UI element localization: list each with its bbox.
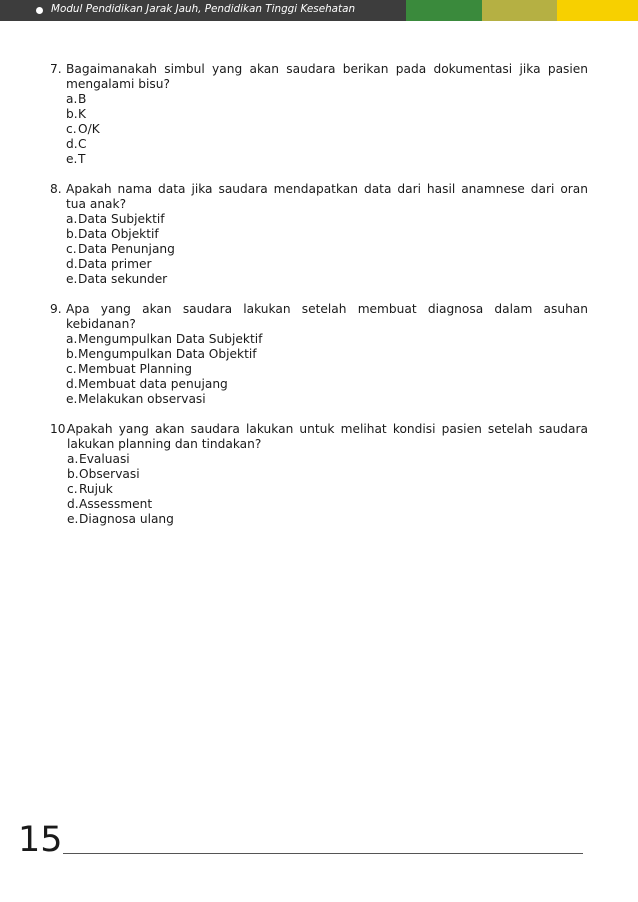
- option-letter: a.: [66, 92, 78, 106]
- question-item: [50, 302, 588, 407]
- option-text: Mengumpulkan Data Objektif: [78, 347, 257, 361]
- option-list: [50, 452, 588, 527]
- question-item: [50, 182, 588, 287]
- option-letter: d.: [66, 377, 78, 391]
- option-letter: b.: [66, 347, 78, 361]
- option-text: Data Subjektif: [78, 212, 165, 226]
- option-item: [66, 137, 588, 152]
- option-item: [67, 497, 588, 512]
- option-letter: b.: [67, 467, 79, 481]
- option-text: Evaluasi: [79, 452, 130, 466]
- question-text: Apakah nama data jika saudara mendapatkan data dari hasil anamnese dari oran tua anak?: [66, 182, 588, 211]
- option-item: [66, 122, 588, 137]
- option-letter: a.: [66, 332, 78, 346]
- question-number: 10.: [50, 422, 70, 436]
- option-item: [66, 347, 588, 362]
- option-letter: d.: [67, 497, 79, 511]
- option-text: O/K: [78, 122, 100, 136]
- option-item: [66, 362, 588, 377]
- page-header: [0, 0, 638, 21]
- footer-rule: [63, 853, 583, 854]
- option-item: [66, 152, 588, 167]
- option-text: Data Objektif: [78, 227, 159, 241]
- option-text: Membuat data penujang: [78, 377, 228, 391]
- option-text: Membuat Planning: [78, 362, 192, 376]
- option-item: [66, 272, 588, 287]
- option-list: [50, 332, 588, 407]
- header-title-bar: [0, 0, 406, 21]
- option-list: [50, 92, 588, 167]
- option-letter: e.: [66, 272, 78, 286]
- option-item: [66, 227, 588, 242]
- option-text: Diagnosa ulang: [79, 512, 174, 526]
- option-text: Data primer: [78, 257, 152, 271]
- option-item: [67, 512, 588, 527]
- option-letter: e.: [67, 512, 79, 526]
- option-text: Rujuk: [79, 482, 113, 496]
- question-stem: [50, 182, 588, 212]
- question-item: [50, 62, 588, 167]
- question-number: 9.: [50, 302, 62, 316]
- option-text: Observasi: [79, 467, 140, 481]
- option-letter: c.: [66, 122, 77, 136]
- bullet-dot-icon: [36, 7, 43, 14]
- question-list: [50, 62, 588, 542]
- option-text: C: [78, 137, 87, 151]
- option-letter: a.: [66, 212, 78, 226]
- option-letter: c.: [66, 362, 77, 376]
- option-text: Melakukan observasi: [78, 392, 206, 406]
- option-item: [66, 212, 588, 227]
- option-item: [67, 467, 588, 482]
- option-letter: e.: [66, 392, 78, 406]
- option-item: [66, 377, 588, 392]
- option-letter: c.: [67, 482, 78, 496]
- option-text: K: [78, 107, 86, 121]
- option-item: [66, 242, 588, 257]
- option-letter: e.: [66, 152, 78, 166]
- page-number: 15: [18, 820, 63, 860]
- option-item: [66, 92, 588, 107]
- question-number: 7.: [50, 62, 62, 76]
- header-color-block-yellow: [557, 0, 638, 21]
- option-text: Mengumpulkan Data Subjektif: [78, 332, 263, 346]
- question-item: [50, 422, 588, 527]
- option-text: Data sekunder: [78, 272, 168, 286]
- question-text: Apa yang akan saudara lakukan setelah membuat diagnosa dalam asuhan kebidanan?: [66, 302, 588, 331]
- header-color-block-green: [406, 0, 482, 21]
- option-text: Data Penunjang: [78, 242, 175, 256]
- option-letter: d.: [66, 137, 78, 151]
- option-letter: d.: [66, 257, 78, 271]
- option-list: [50, 212, 588, 287]
- option-text: Assessment: [79, 497, 153, 511]
- question-text: Bagaimanakah simbul yang akan saudara berikan pada dokumentasi jika pasien mengalami bisu?: [66, 62, 588, 91]
- option-text: T: [78, 152, 86, 166]
- question-number: 8.: [50, 182, 62, 196]
- option-item: [66, 257, 588, 272]
- header-title: Modul Pendidikan Jarak Jauh, Pendidikan Tinggi Kesehatan: [51, 3, 356, 15]
- option-item: [66, 392, 588, 407]
- question-stem: [50, 302, 588, 332]
- option-item: [66, 107, 588, 122]
- option-item: [67, 452, 588, 467]
- question-stem: [50, 422, 588, 452]
- option-letter: c.: [66, 242, 77, 256]
- question-stem: [50, 62, 588, 92]
- option-item: [67, 482, 588, 497]
- header-color-block-olive: [482, 0, 557, 21]
- option-item: [66, 332, 588, 347]
- option-letter: b.: [66, 227, 78, 241]
- option-letter: b.: [66, 107, 78, 121]
- option-text: B: [78, 92, 87, 106]
- option-letter: a.: [67, 452, 79, 466]
- question-text: Apakah yang akan saudara lakukan untuk melihat kondisi pasien setelah saudara lakukan planning dan tindakan?: [67, 422, 588, 451]
